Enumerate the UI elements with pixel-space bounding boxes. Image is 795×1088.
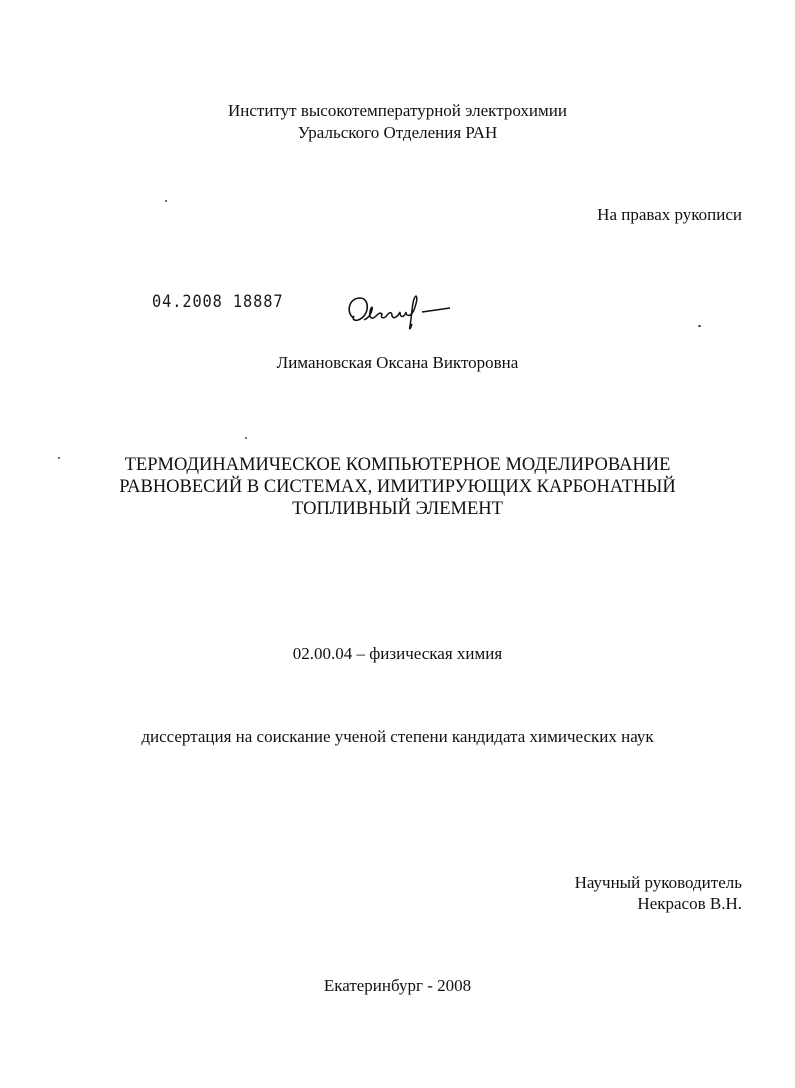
degree-statement: диссертация на соискание ученой степени кандидата химических наук [141, 727, 654, 746]
institute-block [0, 100, 795, 144]
dissertation-title [0, 454, 795, 520]
scan-speck [698, 325, 701, 327]
scan-speck [245, 437, 247, 439]
supervisor-name: Некрасов В.Н. [637, 894, 742, 913]
specialty: 02.00.04 – физическая химия [292, 644, 503, 663]
supervisor-label: Научный руководитель [574, 873, 742, 892]
institute-line-2: Уральского Отделения РАН [297, 123, 498, 142]
institute-line-1: Институт высокотемпературной электрохимии [228, 101, 567, 120]
scan-speck [165, 200, 167, 202]
place-year: Екатеринбург - 2008 [323, 976, 472, 995]
author-name: Лимановская Оксана Викторовна [276, 353, 519, 372]
title-line-1: ТЕРМОДИНАМИЧЕСКОЕ КОМПЬЮТЕРНОЕ МОДЕЛИРОВАНИЕ [124, 455, 671, 475]
handwritten-signature [340, 286, 470, 336]
title-line-3: ТОПЛИВНЫЙ ЭЛЕМЕНТ [292, 499, 503, 519]
title-line-2: РАВНОВЕСИЙ В СИСТЕМАХ, ИМИТИРУЮЩИХ КАРБОНАТНЫЙ [119, 477, 676, 497]
registration-stamp: 04.2008 18887 [152, 292, 284, 312]
manuscript-note: На правах рукописи [597, 205, 742, 224]
scan-speck [58, 457, 60, 459]
